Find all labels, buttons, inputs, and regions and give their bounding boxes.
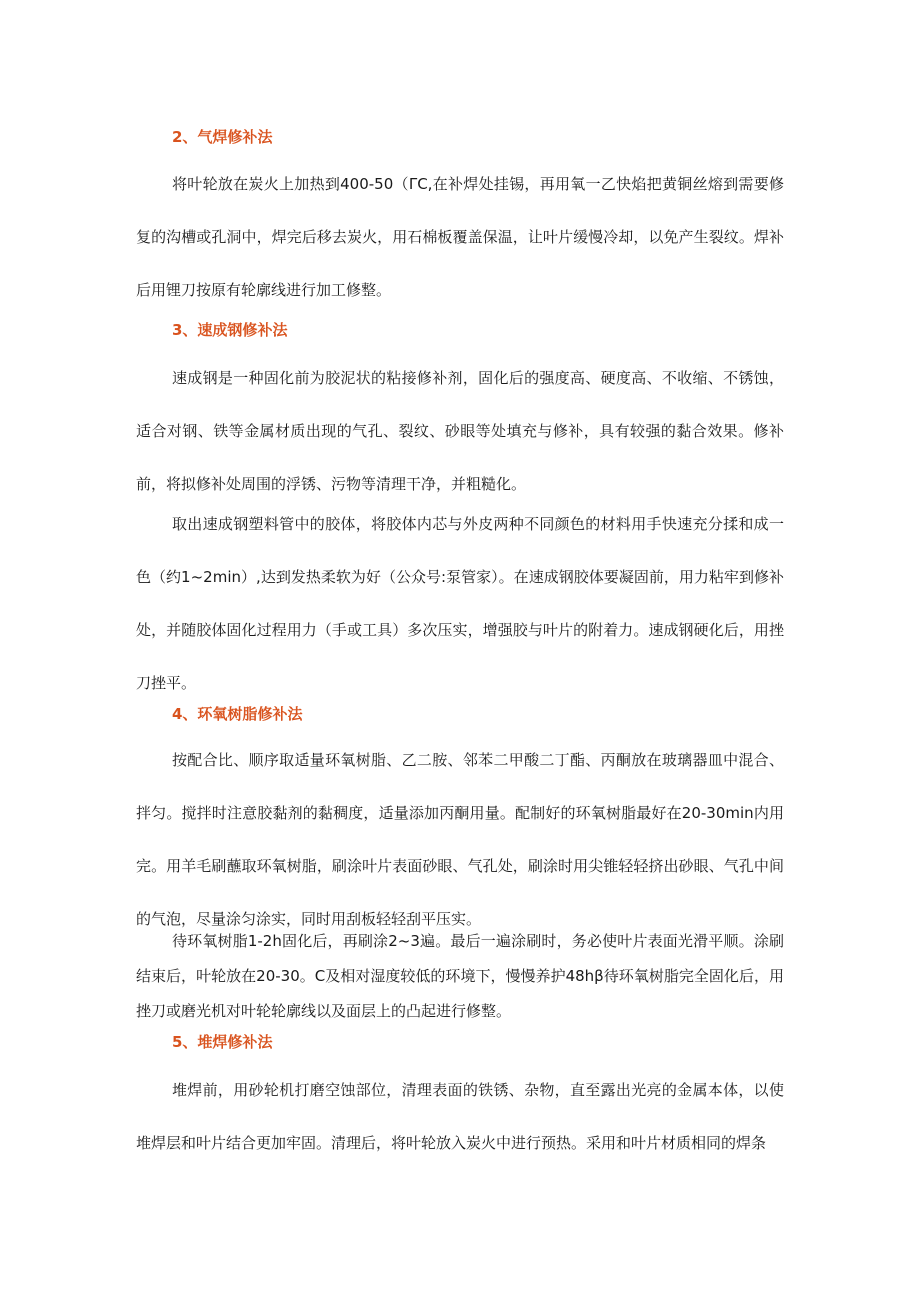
paragraph-quick-steel-steps: 取出速成钢塑料管中的胶体，将胶体内芯与外皮两种不同颜色的材料用手快速充分揉和成一色（约1~2min）,达到发热柔软为好（公众号:泵管家）。在速成钢胶体要凝固前，用力粘牢到修补处，并随胶体固化过程用力（手或工具）多次压实，增强胶与叶片的附着力。速成钢硬化后，用挫刀挫平。 bbox=[136, 515, 784, 692]
paragraph-gas-welding: 将叶轮放在炭火上加热到400-50（ΓC,在补焊处挂锡，再用氧一乙快焰把黄铜丝熔到需要修复的沟槽或孔洞中，焊完后移去炭火，用石棉板覆盖保温，让叶片缓慢冷却，以免产生裂纹。焊补后用锂刀按原有轮廓线进行加工修整。 bbox=[136, 175, 784, 299]
paragraph-surfacing: 堆焊前，用砂轮机打磨空蚀部位，清理表面的铁锈、杂物，直至露出光亮的金属本体，以使堆焊层和叶片结合更加牢固。清理后，将叶轮放入炭火中进行预热。采用和叶片材质相同的焊条 bbox=[136, 1081, 784, 1152]
paragraph-epoxy-mixing: 按配合比、顺序取适量环氧树脂、乙二胺、邻苯二甲酸二丁酯、丙酮放在玻璃器皿中混合、拌匀。搅拌时注意胶黏剂的黏稠度，适量添加丙酮用量。配制好的环氧树脂最好在20-30min内用完。用羊毛刷蘸取环氧树脂，刷涂叶片表面砂眼、气孔处，刷涂时用尖锥轻轻挤出砂眼、气孔中间的气泡，尽量涂匀涂实，同时用刮板轻轻刮平压实。 bbox=[136, 751, 784, 928]
paragraph-epoxy-curing: 待环氧树脂1-2h固化后，再刷涂2~3遍。最后一遍涂刷时，务必使叶片表面光滑平顺。涂刷结束后，叶轮放在20-30。C及相对湿度较低的环境下，慢慢养护48hβ待环氧树脂完全固化后，用挫刀或磨光机对叶轮轮廓线以及面层上的凸起进行修整。 bbox=[136, 932, 784, 1020]
section-heading-gas-welding: 2、气焊修补法 bbox=[172, 128, 273, 146]
section-heading-epoxy: 4、环氧树脂修补法 bbox=[172, 705, 303, 723]
section-heading-surfacing: 5、堆焊修补法 bbox=[172, 1033, 273, 1051]
paragraph-quick-steel-intro: 速成钢是一种固化前为胶泥状的粘接修补剂，固化后的强度高、硬度高、不收缩、不锈蚀，适合对钢、铁等金属材质出现的气孔、裂纹、砂眼等处填充与修补，具有较强的黏合效果。修补前，将拟修补处周围的浮锈、污物等清理干净，并粗糙化。 bbox=[136, 369, 784, 493]
section-heading-quick-steel: 3、速成钢修补法 bbox=[172, 321, 288, 339]
